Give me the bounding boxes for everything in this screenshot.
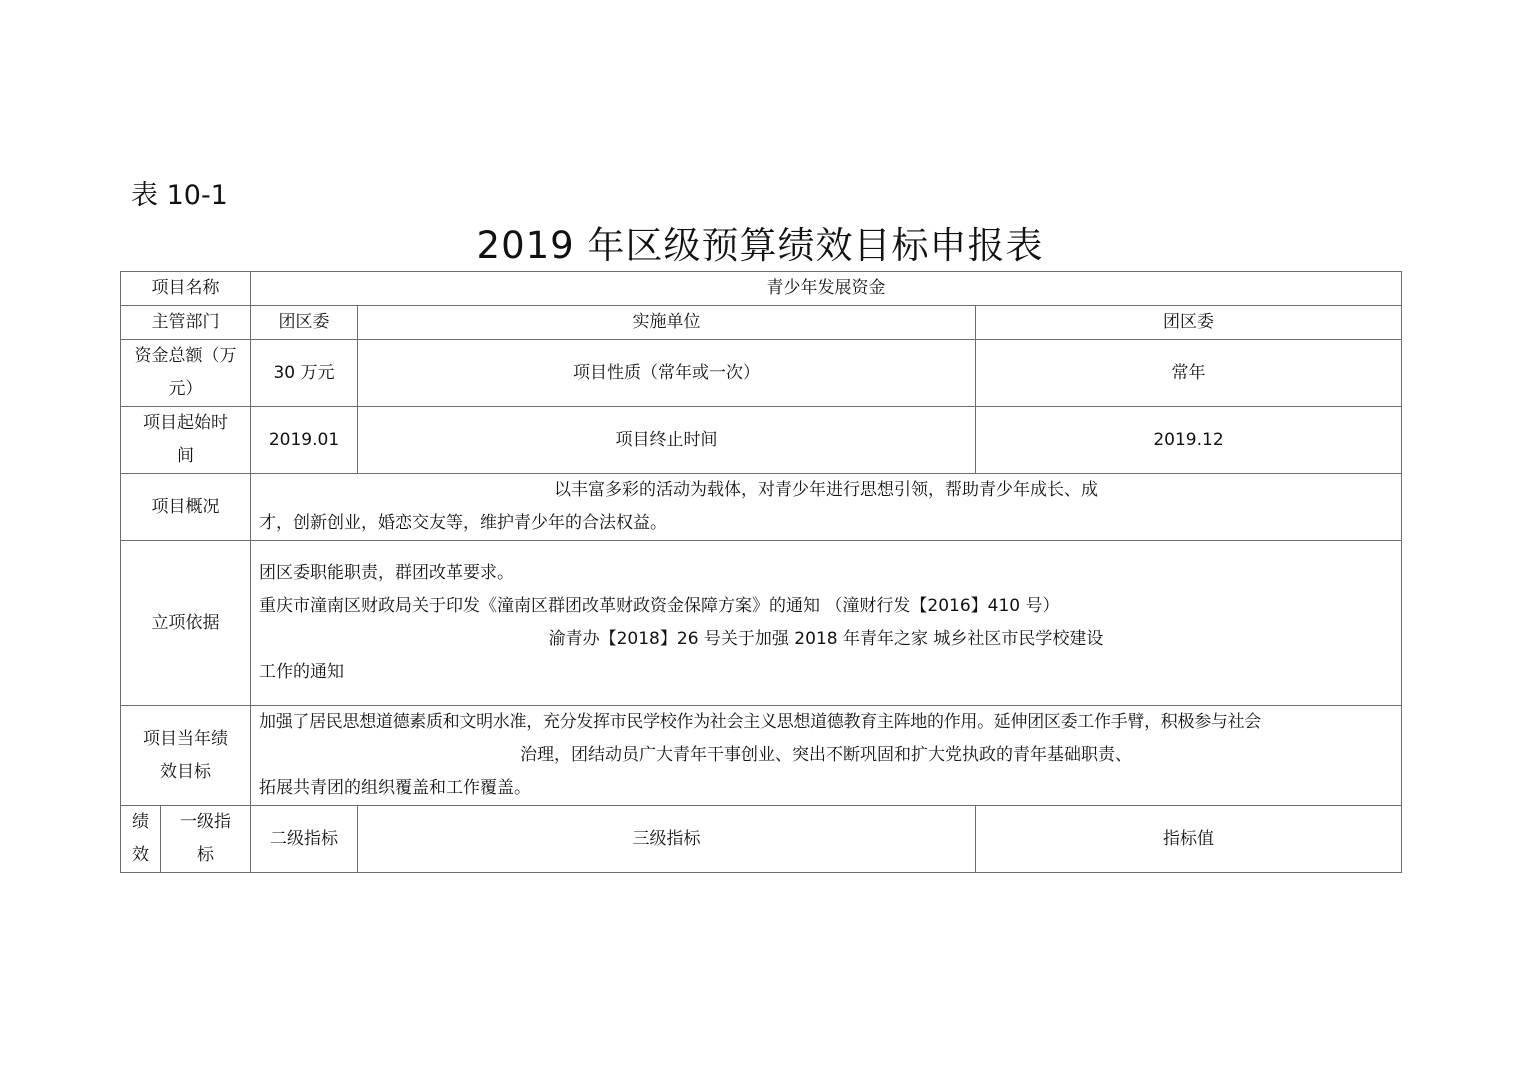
project-name-label: 项目名称 [121,272,251,306]
project-nature-value: 常年 [976,340,1402,407]
annual-goal-label [121,706,251,806]
total-funds-value: 30 万元 [251,340,358,407]
level1-indicator-header [161,806,251,873]
overview-line2: 才，创新创业，婚恋交友等，维护青少年的合法权益。 [259,513,667,533]
implementing-unit-value: 团区委 [976,306,1402,340]
level1-indicator-line1: 一级指 [180,812,231,832]
department-value: 团区委 [251,306,358,340]
total-funds-label-line1: 资金总额（万 [134,346,237,366]
performance-header-line1: 绩 [132,812,149,832]
end-time-label: 项目终止时间 [358,407,976,474]
basis-text [251,541,1402,706]
basis-label: 立项依据 [121,541,251,706]
basis-line3: 渝青办【2018】26 号关于加强 2018 年青年之家 城乡社区市民学校建设 [548,629,1104,649]
row-project-name [121,272,1402,306]
annual-goal-line3: 拓展共青团的组织覆盖和工作覆盖。 [259,778,531,798]
basis-line4: 工作的通知 [259,662,344,682]
start-time-label-line1: 项目起始时 [143,413,228,433]
project-nature-label: 项目性质（常年或一次） [358,340,976,407]
annual-goal-line1: 加强了居民思想道德素质和文明水准，充分发挥市民学校作为社会主义思想道德教育主阵地的作用。延伸团区委工作手臂，积极参与社会 [259,712,1261,732]
start-time-label [121,407,251,474]
budget-performance-table [120,271,1402,873]
row-annual-goal [121,706,1402,806]
indicator-value-header: 指标值 [976,806,1402,873]
annual-goal-text [251,706,1402,806]
table-number: 表 10-1 [131,180,228,211]
overview-label: 项目概况 [121,474,251,541]
basis-line1: 团区委职能职责，群团改革要求。 [259,563,514,583]
total-funds-label-line2: 元） [168,379,203,399]
annual-goal-label-line1: 项目当年绩 [143,728,228,749]
department-label: 主管部门 [121,306,251,340]
annual-goal-label-line2: 效目标 [160,761,211,782]
document-title: 2019 年区级预算绩效目标申报表 [476,224,1044,267]
level3-indicator-header: 三级指标 [358,806,976,873]
performance-header-line2: 效 [132,845,149,865]
annual-goal-line2: 治理，团结动员广大青年干事创业、突出不断巩固和扩大党执政的青年基础职责、 [520,745,1132,765]
project-name-value: 青少年发展资金 [251,272,1402,306]
row-time [121,407,1402,474]
start-time-label-line2: 间 [177,446,194,466]
overview-text [251,474,1402,541]
total-funds-label [121,340,251,407]
row-overview [121,474,1402,541]
row-department [121,306,1402,340]
performance-header [121,806,161,873]
basis-line2: 重庆市潼南区财政局关于印发《潼南区群团改革财政资金保障方案》的通知 （潼财行发【2016】410 号） [259,596,1060,616]
overview-line1: 以丰富多彩的活动为载体，对青少年进行思想引领，帮助青少年成长、成 [554,480,1098,500]
row-indicator-header [121,806,1402,873]
end-time-value: 2019.12 [976,407,1402,474]
start-time-value: 2019.01 [251,407,358,474]
level1-indicator-line2: 标 [197,845,214,865]
row-funds [121,340,1402,407]
implementing-unit-label: 实施单位 [358,306,976,340]
level2-indicator-header: 二级指标 [251,806,358,873]
row-basis [121,541,1402,706]
